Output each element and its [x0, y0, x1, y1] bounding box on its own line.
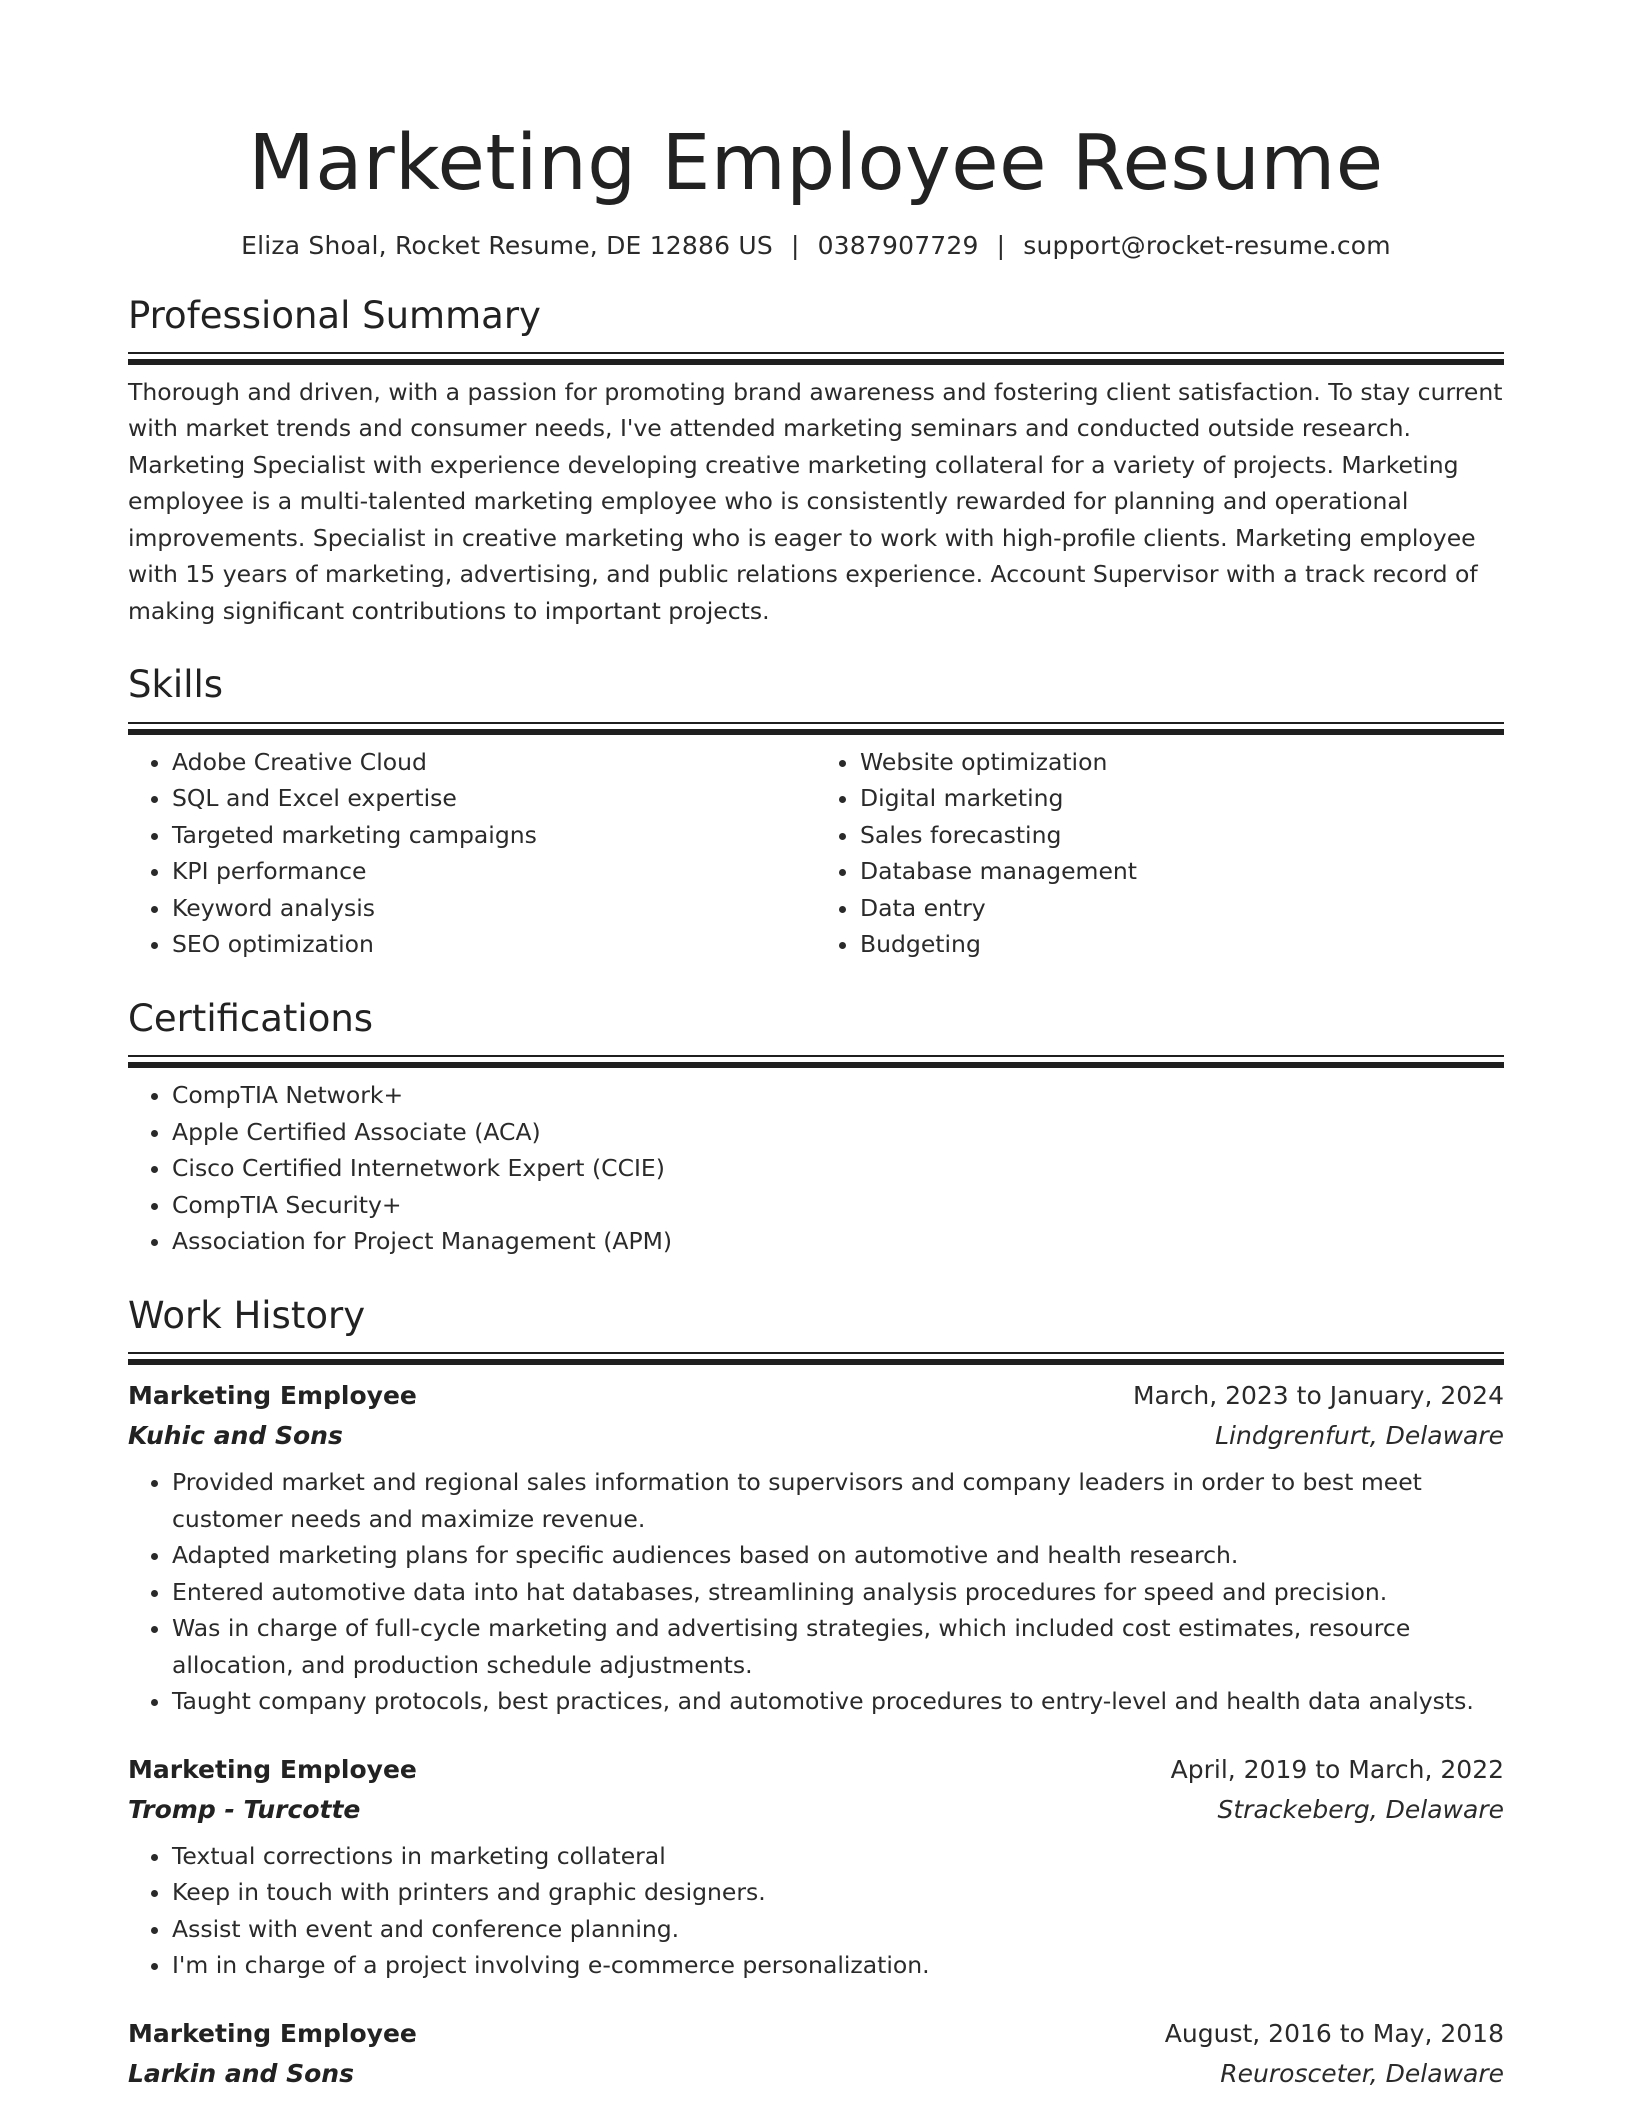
contact-separator: |: [996, 230, 1006, 260]
job-bullet: • I'm in charge of a project involving e-commerce personalization.: [172, 1947, 1504, 1984]
job-subheader: [128, 1790, 1504, 1830]
section-divider: [128, 352, 1504, 364]
certifications-section: [128, 997, 1504, 1260]
job-header: [128, 1376, 1504, 1416]
contact-separator: |: [790, 230, 800, 260]
job-bullet: • Taught company protocols, best practices, and automotive procedures to entry-level and health data analysts.: [172, 1683, 1504, 1720]
job-company: Larkin and Sons: [128, 2058, 354, 2088]
job-bullet: • Textual corrections in marketing collateral: [172, 1838, 1504, 1875]
job-bullet: • Provided market and regional sales information to supervisors and company leaders in order to best meet customer needs and maximize revenue.: [172, 1464, 1504, 1537]
summary-text: Thorough and driven, with a passion for promoting brand awareness and fostering client satisfaction. To stay current with market trends and consumer needs, I've attended marketing seminars and conducted outside research. Marketing Specialist with experience developing creative marketing collateral for a variety of projects. Marketing employee is a multi-talented marketing employee who is consistently rewarded for planning and operational improvements. Specialist in creative marketing who is eager to work with high-profile clients. Marketing employee with 15 years of marketing, advertising, and public relations experience. Account Supervisor with a track record of making significant contributions to important projects.: [128, 377, 1503, 625]
certification-item: • Cisco Certified Internetwork Expert (CCIE): [172, 1150, 1504, 1187]
skills-list-right: [816, 744, 1504, 963]
skill-item: • Website optimization: [860, 744, 1504, 781]
job-bullet: • Entered automotive data into hat databases, streamlining analysis procedures for speed and precision.: [172, 1574, 1504, 1611]
skill-item: • Data entry: [860, 890, 1504, 927]
skill-item: • Sales forecasting: [860, 817, 1504, 854]
job-dates: April, 2019 to March, 2022: [1170, 1754, 1504, 1784]
job-location: Lindgrenfurt, Delaware: [1215, 1421, 1504, 1451]
certifications-list: [128, 1077, 1504, 1260]
job-bullet: • Adapted marketing plans for specific audiences based on automotive and health research.: [172, 1537, 1504, 1574]
section-divider: [128, 1352, 1504, 1364]
job-entry: [128, 1750, 1504, 1984]
skill-item: • KPI performance: [172, 853, 816, 890]
certification-item: • CompTIA Security+: [172, 1187, 1504, 1224]
job-header: [128, 2014, 1504, 2054]
job-bullet: • Assist with event and conference planning.: [172, 1911, 1504, 1948]
section-divider: [128, 722, 1504, 734]
job-location: Strackeberg, Delaware: [1217, 1794, 1504, 1824]
certifications-heading: Certifications: [128, 996, 374, 1040]
job-entry: [128, 2014, 1504, 2094]
job-subheader: [128, 2054, 1504, 2094]
contact-line: [128, 231, 1504, 260]
job-bullet: • Keep in touch with printers and graphic designers.: [172, 1874, 1504, 1911]
work-history-heading: Work History: [128, 1293, 366, 1337]
skill-item: • SQL and Excel expertise: [172, 780, 816, 817]
work-history-section: [128, 1294, 1504, 2094]
job-bullets: [128, 1464, 1504, 1720]
certification-item: • Association for Project Management (APM): [172, 1223, 1504, 1260]
job-company: Kuhic and Sons: [128, 1421, 343, 1451]
job-title: Marketing Employee: [128, 1381, 417, 1411]
skills-list-left: [128, 744, 816, 963]
certification-item: • CompTIA Network+: [172, 1077, 1504, 1114]
contact-phone: 0387907729: [817, 230, 979, 260]
job-dates: August, 2016 to May, 2018: [1164, 2018, 1504, 2048]
certification-item: • Apple Certified Associate (ACA): [172, 1114, 1504, 1151]
job-header: [128, 1750, 1504, 1790]
contact-address: Eliza Shoal, Rocket Resume, DE 12886 US: [241, 230, 773, 260]
summary-heading: Professional Summary: [128, 293, 541, 337]
job-bullet: • Was in charge of full-cycle marketing and advertising strategies, which included cost estimates, resource allocation, and production schedule adjustments.: [172, 1610, 1504, 1683]
skill-item: • Database management: [860, 853, 1504, 890]
skill-item: • Targeted marketing campaigns: [172, 817, 816, 854]
page-title: Marketing Employee Resume: [248, 119, 1384, 208]
contact-email: support@rocket-resume.com: [1023, 230, 1391, 260]
job-title: Marketing Employee: [128, 1754, 417, 1784]
job-title: Marketing Employee: [128, 2018, 417, 2048]
skills-grid: [128, 744, 1504, 963]
job-location: Reurosceter, Delaware: [1220, 2058, 1504, 2088]
job-dates: March, 2023 to January, 2024: [1132, 1381, 1504, 1411]
job-entry: [128, 1376, 1504, 1720]
skill-item: • Adobe Creative Cloud: [172, 744, 816, 781]
skills-heading: Skills: [128, 663, 224, 707]
job-company: Tromp - Turcotte: [128, 1794, 361, 1824]
skills-section: [128, 663, 1504, 962]
job-subheader: [128, 1416, 1504, 1456]
skill-item: • Keyword analysis: [172, 890, 816, 927]
section-divider: [128, 1055, 1504, 1067]
skill-item: • Digital marketing: [860, 780, 1504, 817]
summary-section: [128, 294, 1504, 630]
skill-item: • Budgeting: [860, 926, 1504, 963]
skill-item: • SEO optimization: [172, 926, 816, 963]
job-bullets: [128, 1838, 1504, 1984]
